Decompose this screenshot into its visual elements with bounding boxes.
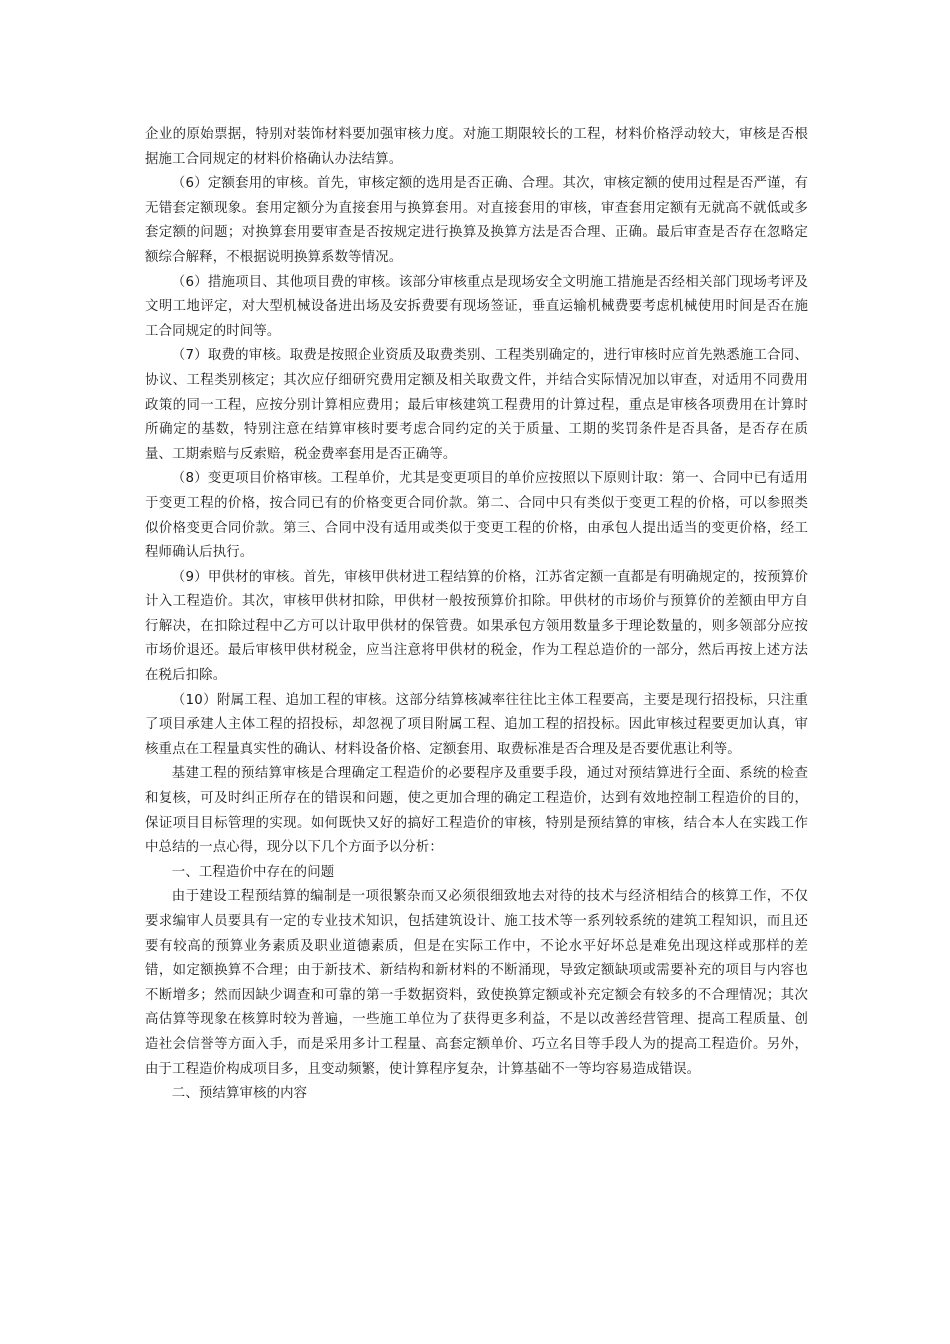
- paragraph: 企业的原始票据，特别对装饰材料要加强审核力度。对施工期限较长的工程，材料价格浮动较大，审核是否根据施工合同规定的材料价格确认办法结算。: [145, 127, 808, 167]
- paragraph: （7）取费的审核。取费是按照企业资质及取费类别、工程类别确定的，进行审核时应首先熟悉施工合同、协议、工程类别核定；其次应仔细研究费用定额及相关取费文件，并结合实际情况加以审查，对适用不同费用政策的同一工程，应按分别计算相应费用；最后审核建筑工程费用的计算过程，重点是审核各项费用在计算时所确定的基数，特别注意在结算审核时要考虑合同约定的关于质量、工期的奖罚条件是否具备，是否存在质量、工期索赔与反索赔，税金费率套用是否正确等。: [145, 348, 808, 462]
- section-heading: 二、预结算审核的内容: [171, 1086, 308, 1102]
- paragraph: 由于建设工程预结算的编制是一项很繁杂而又必须很细致地去对待的技术与经济相结合的核算工作，不仅要求编审人员要具有一定的专业技术知识，包括建筑设计、施工技术等一系列较系统的建筑工程知识，而且还要有较高的预算业务素质及职业道德素质，但是在实际工作中，不论水平好坏总是难免出现这样或那样的差错，如定额换算不合理；由于新技术、新结构和新材料的不断涌现，导致定额缺项或需要补充的项目与内容也不断增多；然而因缺少调查和可靠的第一手数据资料，致使换算定额或补充定额会有较多的不合理情况；其次高估算等现象在核算时较为普遍，一些施工单位为了获得更多利益，不是以改善经营管理、提高工程质量、创造社会信誉等方面入手，而是采用多计工程量、高套定额单价、巧立名目等手段人为的提高工程造价。另外，由于工程造价构成项目多，且变动频繁，使计算程序复杂，计算基础不一等均容易造成错误。: [145, 889, 808, 1077]
- paragraph: （6）措施项目、其他项目费的审核。该部分审核重点是现场安全文明施工措施是否经相关部门现场考评及文明工地评定，对大型机械设备进出场及安拆费要有现场签证，垂直运输机械费要考虑机械使用时间是否在施工合同规定的时间等。: [145, 274, 808, 339]
- document-body: [145, 123, 808, 1107]
- paragraph: （9）甲供材的审核。首先，审核甲供材进工程结算的价格，江苏省定额一直都是有明确规定的，按预算价计入工程造价。其次，审核甲供材扣除，甲供材一般按预算价扣除。甲供材的市场价与预算价的差额由甲方自行解决，在扣除过程中乙方可以计取甲供材的保管费。如果承包方领用数量多于理论数量的，则多领部分应按市场价退还。最后审核甲供材税金，应当注意将甲供材的税金，作为工程总造价的一部分，然后再按上述方法在税后扣除。: [145, 569, 808, 684]
- section-heading: 一、工程造价中存在的问题: [171, 864, 335, 880]
- paragraph: （10）附属工程、追加工程的审核。这部分结算核减率往往比主体工程要高，主要是现行招投标，只注重了项目承建人主体工程的招投标，却忽视了项目附属工程、追加工程的招投标。因此审核过程要更加认真，审核重点在工程量真实性的确认、材料设备价格、定额套用、取费标准是否合理及是否要优惠让利等。: [145, 692, 808, 757]
- paragraph: （8）变更项目价格审核。工程单价，尤其是变更项目的单价应按照以下原则计取：第一、合同中已有适用于变更工程的价格，按合同已有的价格变更合同价款。第二、合同中只有类似于变更工程的价格，可以参照类似价格变更合同价款。第三、合同中没有适用或类似于变更工程的价格，由承包人提出适当的变更价格，经工程师确认后执行。: [145, 471, 808, 561]
- paragraph: （6）定额套用的审核。首先，审核定额的选用是否正确、合理。其次，审核定额的使用过程是否严谨，有无错套定额现象。套用定额分为直接套用与换算套用。对直接套用的审核，审查套用定额有无就高不就低或多套定额的问题；对换算套用要审查是否按规定进行换算及换算方法是否合理、正确。最后审查是否存在忽略定额综合解释，不根据说明换算系数等情况。: [145, 176, 808, 265]
- paragraph: 基建工程的预结算审核是合理确定工程造价的必要程序及重要手段，通过对预结算进行全面、系统的检查和复核，可及时纠正所存在的错误和问题，使之更加合理的确定工程造价，达到有效地控制工程造价的目的，保证项目目标管理的实现。如何既快又好的搞好工程造价的审核，特别是预结算的审核，结合本人在实践工作中总结的一点心得，现分以下几个方面予以分析：: [145, 766, 808, 856]
